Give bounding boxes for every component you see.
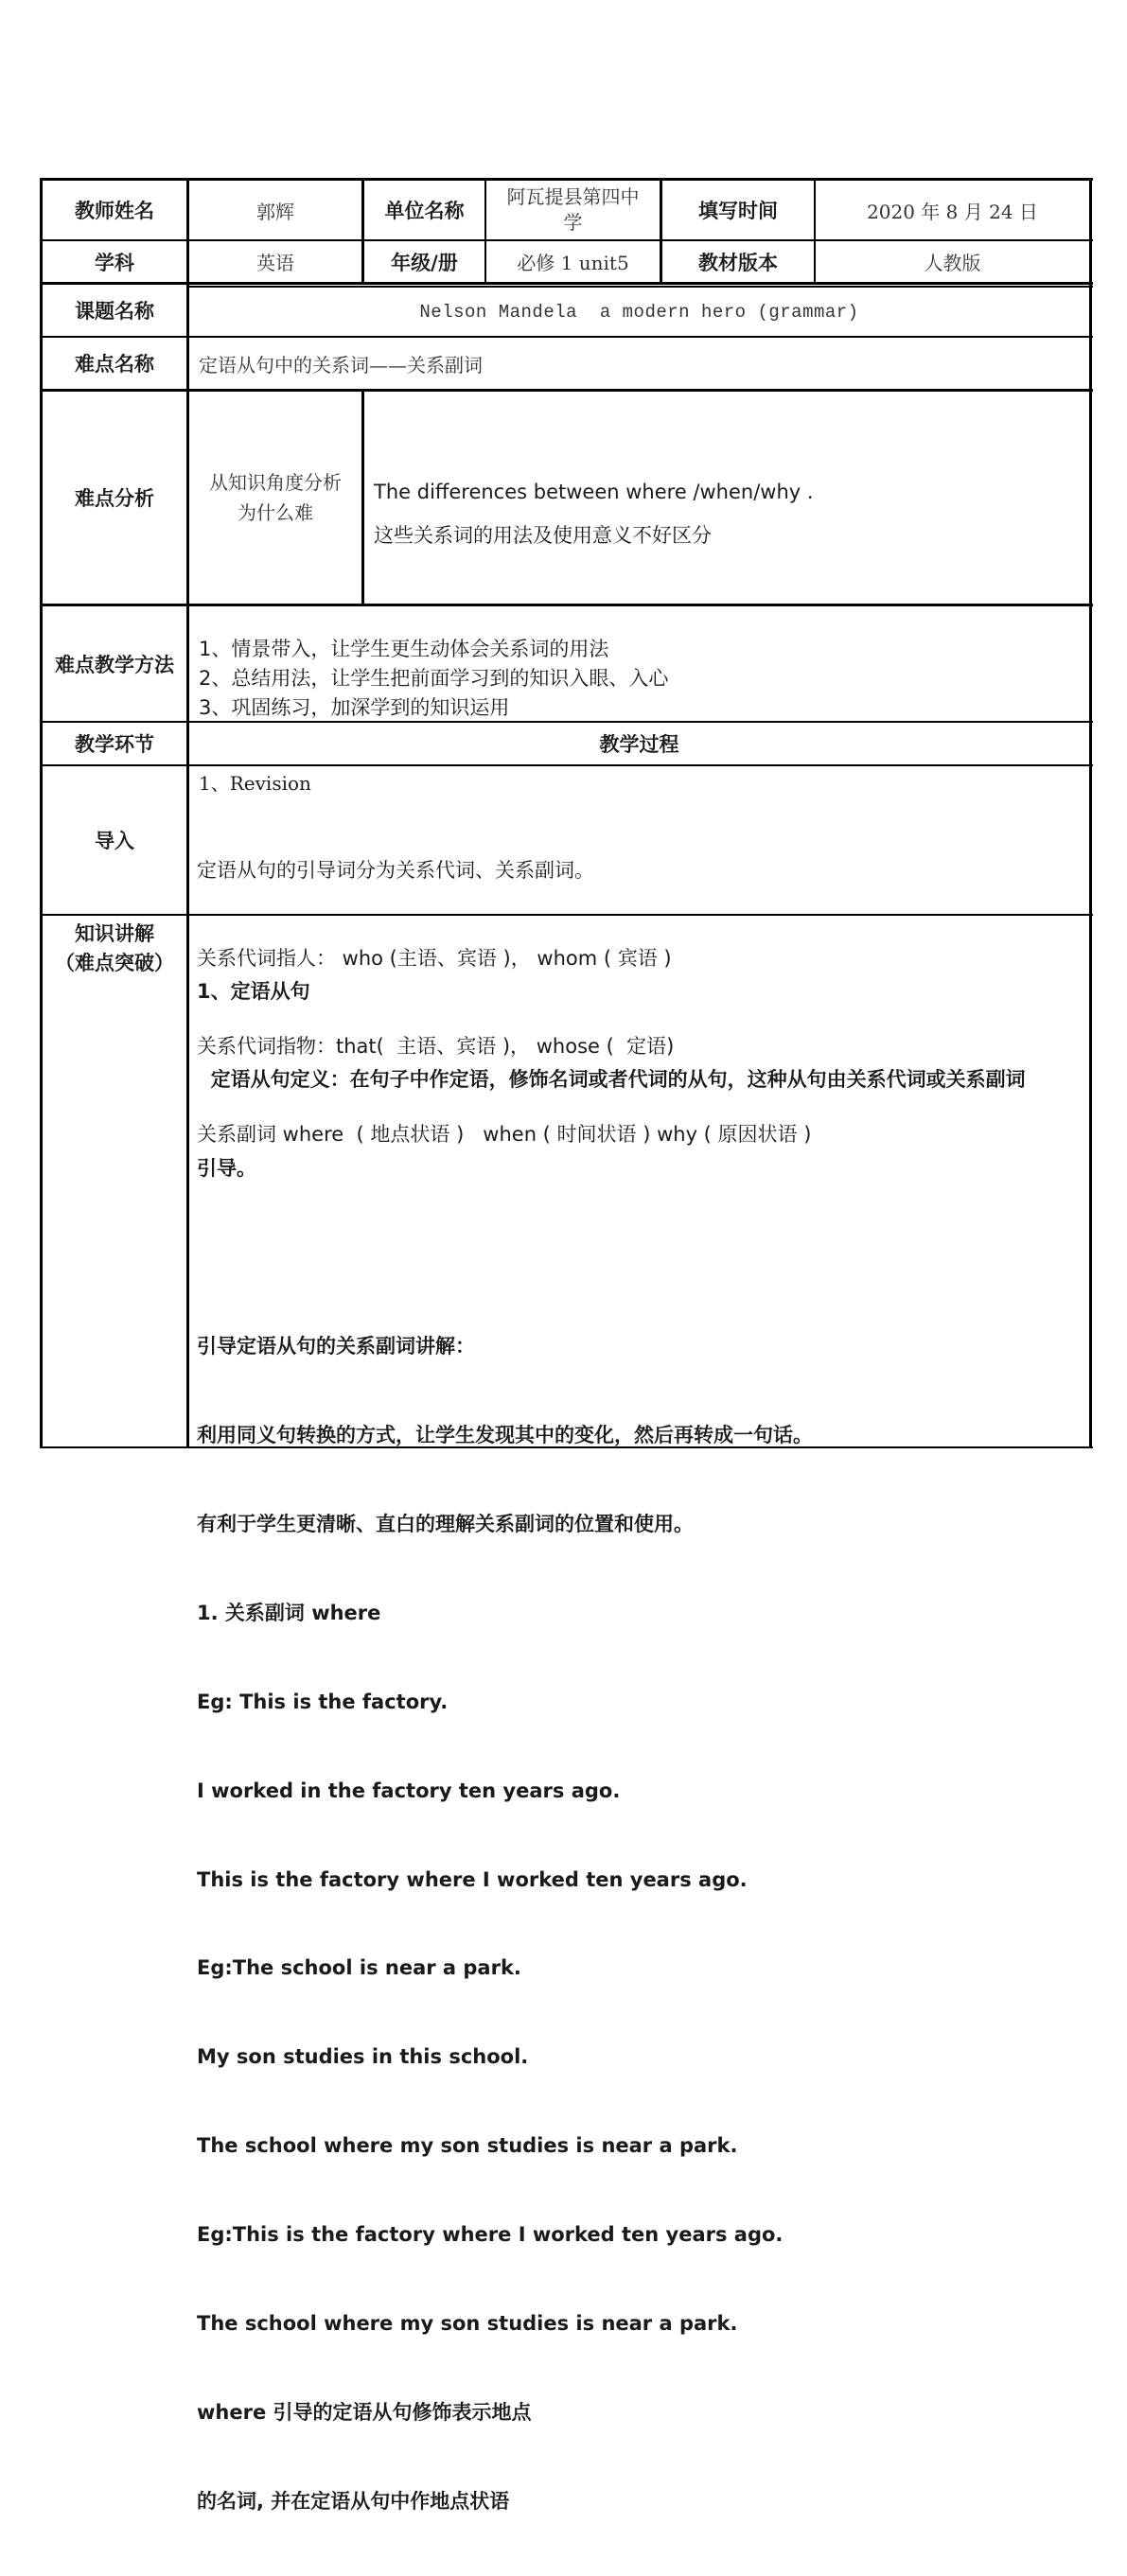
grade-value: 必修 1 unit5 xyxy=(517,252,629,274)
list-item: 引导。 xyxy=(197,1157,256,1181)
list-item: 关系副词 where ( 地点状语 ) when ( 时间状语 ) why ( 原因状语 ) xyxy=(197,1123,812,1146)
knowledge-label xyxy=(43,920,186,978)
edition-label: 教材版本 xyxy=(698,251,778,274)
difficulty-label: 难点名称 xyxy=(75,353,154,376)
teacher-name-value: 郭辉 xyxy=(256,200,294,223)
list-item: 关系代词指物：that( 主语、宾语 )， whose ( 定语) xyxy=(197,1035,675,1058)
edition-value: 人教版 xyxy=(924,252,981,274)
list-item: 定语从句的引导词分为关系代词、关系副词。 xyxy=(197,859,594,882)
list-item: 关系代词指人： who (主语、宾语 )， whom ( 宾语 ) xyxy=(197,947,672,970)
list-item: where 引导的定语从句修饰表示地点 xyxy=(197,2400,532,2424)
unit-name-line1: 阿瓦提县第四中 xyxy=(506,185,640,208)
list-item: 利用同义句转换的方式，让学生发现其中的变化，然后再转成一句话。 xyxy=(197,1424,813,1447)
subject-label: 学科 xyxy=(95,251,134,274)
row-divider xyxy=(41,764,1093,766)
list-item: The school where my son studies is near a park. xyxy=(197,2311,738,2335)
list-item: Eg:This is the factory where I worked ten years ago. xyxy=(197,2223,784,2247)
intro-label: 导入 xyxy=(95,830,134,852)
row-divider xyxy=(41,604,1093,606)
teacher-name-label: 教师姓名 xyxy=(75,200,154,222)
list-item: 2、总结用法，让学生把前面学习到的知识入眼、入心 xyxy=(199,667,669,690)
subject-value: 英语 xyxy=(256,252,294,274)
list-item: 3、巩固练习，加深学到的知识运用 xyxy=(199,696,510,719)
list-item: This is the factory where I worked ten years ago. xyxy=(197,1867,748,1891)
list-item: The school where my son studies is near a park. xyxy=(197,2134,738,2158)
grade-label: 年级/册 xyxy=(391,251,458,274)
list-item: 1. 关系副词 where xyxy=(197,1601,381,1624)
unit-name-label: 单位名称 xyxy=(384,200,465,222)
list-item: 引导定语从句的关系副词讲解： xyxy=(197,1335,475,1358)
analysis-label: 难点分析 xyxy=(75,487,154,510)
column-divider xyxy=(361,389,364,605)
method-label: 难点教学方法 xyxy=(55,653,174,676)
list-item: 1、定语从句 xyxy=(197,979,310,1003)
row-divider xyxy=(41,282,1093,285)
list-item: 定语从句定义：在句子中作定语，修饰名词或者代词的从句，这种从句由关系代词或关系副词 xyxy=(197,1068,1026,1092)
knowledge-label-line2: （难点突破） xyxy=(55,952,174,974)
list-item: Eg: This is the factory. xyxy=(197,1690,449,1713)
unit-name-line2: 学 xyxy=(563,211,583,234)
topic-value: Nelson Mandela a modern hero (grammar) xyxy=(419,301,859,323)
stage-header: 教学环节 xyxy=(75,733,154,756)
analysis-sub-label xyxy=(189,467,361,528)
analysis-sub-label-line1: 从知识角度分析 xyxy=(209,471,342,494)
list-item: 有利于学生更清晰、直白的理解关系副词的位置和使用。 xyxy=(197,1512,694,1535)
unit-name-value xyxy=(486,181,660,239)
list-item: I worked in the factory ten years ago. xyxy=(197,1779,621,1802)
list-item: 1、情景带入，让学生更生动体会关系词的用法 xyxy=(199,638,609,660)
method-list xyxy=(199,635,1079,723)
topic-label: 课题名称 xyxy=(75,300,154,323)
list-item xyxy=(197,1243,1086,1272)
row-divider xyxy=(41,389,1093,392)
list-item: 的名词, 并在定语从句中作地点状语 xyxy=(197,2489,510,2513)
knowledge-content xyxy=(197,918,1086,2576)
date-label: 填写时间 xyxy=(698,200,778,222)
table-border-right xyxy=(1089,178,1092,1448)
analysis-sub-label-line2: 为什么难 xyxy=(238,501,313,524)
date-value: 2020 年 8 月 24 日 xyxy=(867,200,1038,223)
knowledge-label-line1: 知识讲解 xyxy=(75,922,154,945)
intro-revision: 1、Revision xyxy=(199,772,311,795)
column-divider xyxy=(186,178,189,1448)
list-item: Eg:The school is near a park. xyxy=(197,1956,521,1980)
list-item: My son studies in this school. xyxy=(197,2045,529,2069)
analysis-line-2: 这些关系词的用法及使用意义不好区分 xyxy=(374,524,712,547)
difficulty-value: 定语从句中的关系词——关系副词 xyxy=(199,353,483,377)
process-header: 教学过程 xyxy=(599,733,679,756)
analysis-line-1: The differences between where /when/why . xyxy=(374,481,814,503)
